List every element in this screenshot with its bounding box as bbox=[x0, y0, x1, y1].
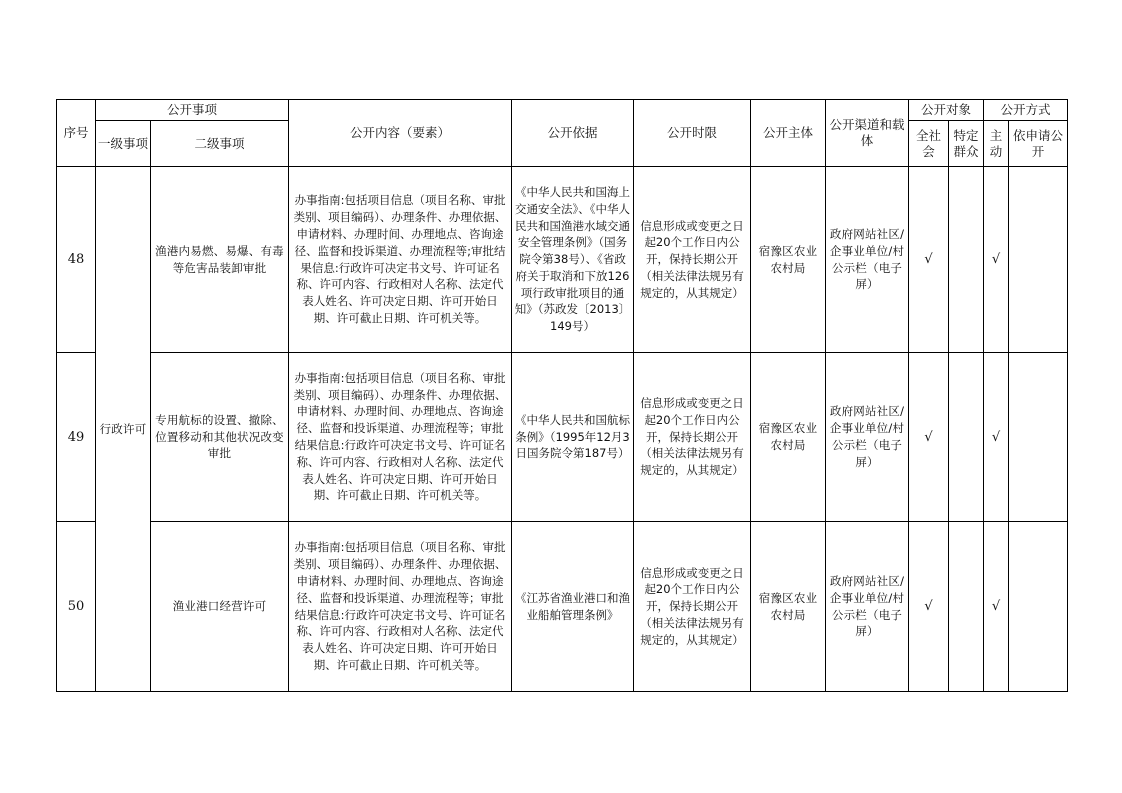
header-level2: 二级事项 bbox=[151, 121, 289, 167]
method-active-check: √ bbox=[984, 353, 1009, 522]
table-row bbox=[57, 353, 1068, 522]
header-channel: 公开渠道和载体 bbox=[826, 100, 909, 167]
header-target-group: 公开对象 bbox=[909, 100, 984, 121]
level2-item: 渔业港口经营许可 bbox=[151, 522, 289, 692]
disclosure-basis: 《江苏省渔业港口和渔业船舶管理条例》 bbox=[512, 522, 634, 692]
header-basis: 公开依据 bbox=[512, 100, 634, 167]
disclosure-subject: 宿豫区农业农村局 bbox=[751, 522, 826, 692]
level1-item: 行政许可 bbox=[96, 167, 151, 692]
level2-item: 渔港内易燃、易爆、有毒等危害品装卸审批 bbox=[151, 167, 289, 353]
target-all-check: √ bbox=[909, 353, 949, 522]
disclosure-content: 办事指南:包括项目信息（项目名称、审批类别、项目编码）、办理条件、办理依据、申请材料、办理时间、办理地点、咨询途径、监督和投诉渠道、办理流程等;审批结果信息:行政许可决定书文号、许可证名称、许可内容、行政相对人名称、法定代表人姓名、许可决定日期、许可开始日期、许可截止日期、许可机关等。 bbox=[289, 167, 512, 353]
method-active-check: √ bbox=[984, 522, 1009, 692]
header-item-group: 公开事项 bbox=[96, 100, 289, 121]
table-row bbox=[57, 167, 1068, 353]
header-content: 公开内容（要素） bbox=[289, 100, 512, 167]
header-time-limit: 公开时限 bbox=[634, 100, 751, 167]
disclosure-channel: 政府网站社区/企事业单位/村公示栏（电子屏） bbox=[826, 167, 909, 353]
disclosure-table bbox=[56, 99, 1068, 692]
header-method-group: 公开方式 bbox=[984, 100, 1068, 121]
row-seq: 48 bbox=[57, 167, 96, 353]
disclosure-content: 办事指南:包括项目信息（项目名称、审批类别、项目编码）、办理条件、办理依据、申请材料、办理时间、办理地点、咨询途径、监督和投诉渠道、办理流程等；审批结果信息:行政许可决定书文号、许可证名称、许可内容、行政相对人名称、法定代表人姓名、许可决定日期、许可开始日期、许可截止日期、许可机关等。 bbox=[289, 522, 512, 692]
method-active-check: √ bbox=[984, 167, 1009, 353]
disclosure-content: 办事指南:包括项目信息（项目名称、审批类别、项目编码）、办理条件、办理依据、申请材料、办理时间、办理地点、咨询途径、监督和投诉渠道、办理流程等；审批结果信息:行政许可决定书文号、许可证名称、许可内容、行政相对人名称、法定代表人姓名、许可决定日期、许可开始日期、许可截止日期、许可机关等。 bbox=[289, 353, 512, 522]
disclosure-time-limit: 信息形成或变更之日起20个工作日内公开，保持长期公开（相关法律法规另有规定的，从其规定） bbox=[634, 167, 751, 353]
disclosure-time-limit: 信息形成或变更之日起20个工作日内公开，保持长期公开（相关法律法规另有规定的，从其规定） bbox=[634, 522, 751, 692]
row-seq: 50 bbox=[57, 522, 96, 692]
disclosure-time-limit: 信息形成或变更之日起20个工作日内公开，保持长期公开（相关法律法规另有规定的，从其规定） bbox=[634, 353, 751, 522]
header-seq: 序号 bbox=[57, 100, 96, 167]
target-all-check: √ bbox=[909, 167, 949, 353]
disclosure-channel: 政府网站社区/企事业单位/村公示栏（电子屏） bbox=[826, 353, 909, 522]
header-row-1 bbox=[57, 100, 1068, 121]
disclosure-subject: 宿豫区农业农村局 bbox=[751, 167, 826, 353]
header-method-request: 依申请公开 bbox=[1009, 121, 1068, 167]
header-level1: 一级事项 bbox=[96, 121, 151, 167]
disclosure-channel: 政府网站社区/企事业单位/村公示栏（电子屏） bbox=[826, 522, 909, 692]
disclosure-subject: 宿豫区农业农村局 bbox=[751, 353, 826, 522]
header-target-specific: 特定群众 bbox=[949, 121, 984, 167]
table-row bbox=[57, 522, 1068, 692]
level2-item: 专用航标的设置、撤除、位置移动和其他状况改变审批 bbox=[151, 353, 289, 522]
target-specific-check bbox=[949, 353, 984, 522]
row-seq: 49 bbox=[57, 353, 96, 522]
disclosure-basis: 《中华人民共和国航标条例》（1995年12月3日国务院令第187号） bbox=[512, 353, 634, 522]
method-request-check bbox=[1009, 167, 1068, 353]
header-method-active: 主动 bbox=[984, 121, 1009, 167]
method-request-check bbox=[1009, 522, 1068, 692]
target-all-check: √ bbox=[909, 522, 949, 692]
target-specific-check bbox=[949, 167, 984, 353]
target-specific-check bbox=[949, 522, 984, 692]
method-request-check bbox=[1009, 353, 1068, 522]
disclosure-basis: 《中华人民共和国海上交通安全法》、《中华人民共和国渔港水域交通安全管理条例》（国务院令第38号）、《省政府关于取消和下放126项行政审批项目的通知》（苏政发〔2013〕149号） bbox=[512, 167, 634, 353]
header-target-all: 全社会 bbox=[909, 121, 949, 167]
header-subject: 公开主体 bbox=[751, 100, 826, 167]
